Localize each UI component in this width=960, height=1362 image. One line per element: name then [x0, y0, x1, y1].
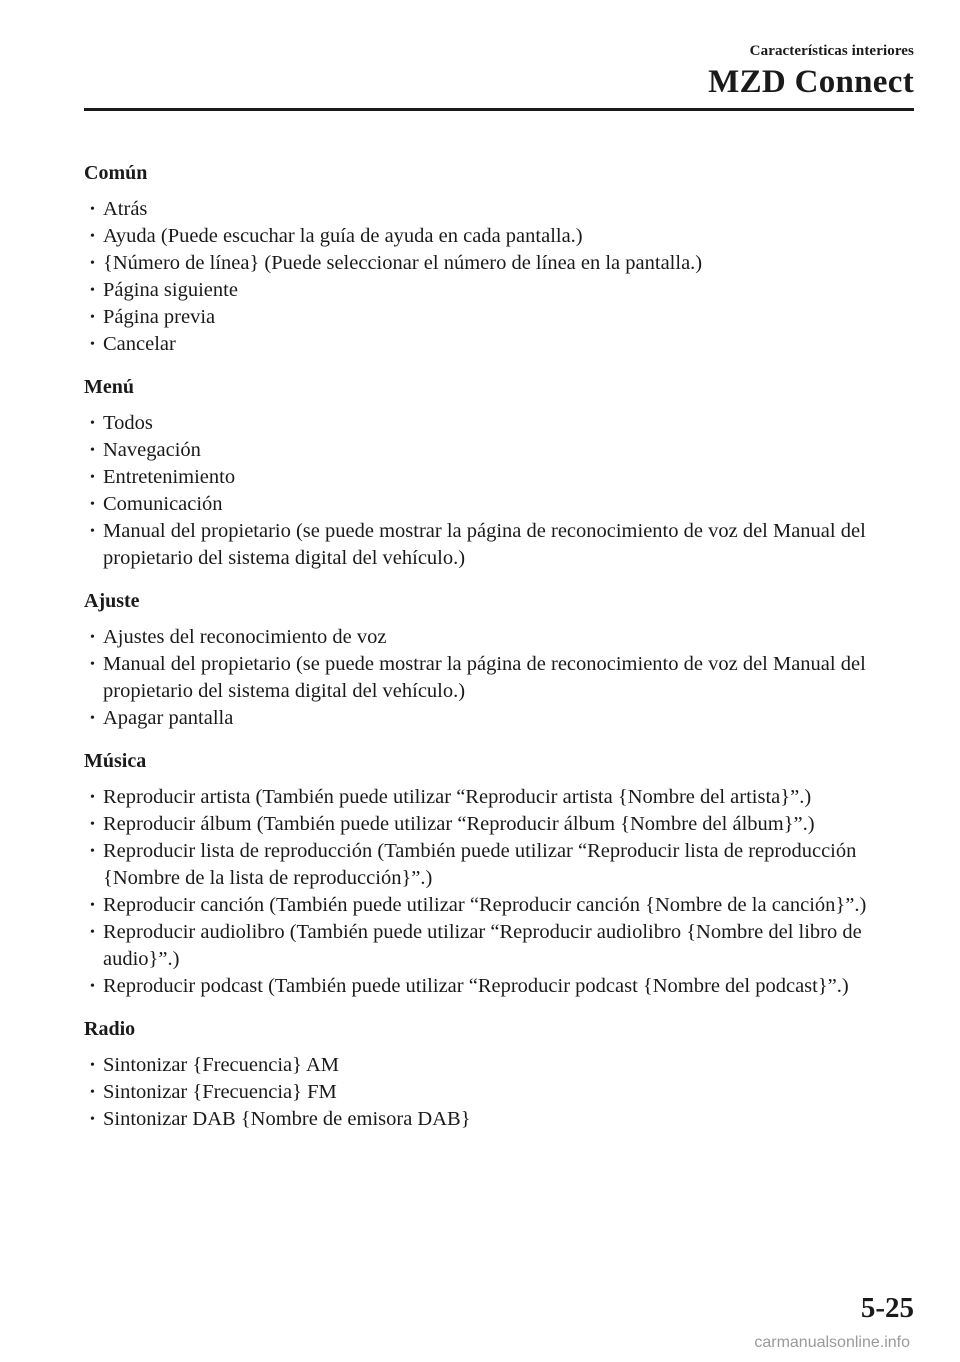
list-item — [90, 410, 914, 437]
list-item — [90, 331, 914, 358]
group-radio — [84, 1014, 914, 1133]
list-item-text: Comunicación — [103, 493, 223, 515]
list-item — [90, 973, 914, 1000]
list-item-text: Reproducir artista (También puede utilizar “Reproducir artista {Nombre del artista}”.) — [103, 786, 812, 808]
item-list — [84, 1052, 914, 1133]
list-item-text: Página siguiente — [103, 279, 238, 301]
group-comun — [84, 158, 914, 358]
list-item-text: Reproducir podcast (También puede utilizar “Reproducir podcast {Nombre del podcast}”.) — [103, 975, 849, 997]
group-heading: Menú — [84, 376, 134, 398]
list-item — [90, 705, 914, 732]
bullet-icon: • — [90, 283, 95, 298]
list-item — [90, 437, 914, 464]
chapter-title: MZD Connect — [708, 64, 914, 100]
group-heading: Música — [84, 750, 147, 772]
list-item-text: Reproducir lista de reproducción (También puede utilizar “Reproducir lista de reproducción {Nombre de la lista de reproducción}”.) — [103, 840, 857, 889]
bullet-icon: • — [90, 1112, 95, 1127]
list-item-text: Cancelar — [103, 333, 176, 355]
header-divider — [84, 108, 914, 111]
command-list — [84, 158, 914, 1133]
list-item — [90, 1052, 914, 1079]
list-item-text: Apagar pantalla — [103, 707, 234, 729]
list-item-text: Sintonizar DAB {Nombre de emisora DAB} — [103, 1108, 471, 1130]
list-item-text: Manual del propietario (se puede mostrar la página de reconocimiento de voz del Manual del propietario del sistema digital del vehículo.) — [103, 653, 866, 702]
bullet-icon: • — [90, 337, 95, 352]
list-item-text: Reproducir audiolibro (También puede utilizar “Reproducir audiolibro {Nombre del libro de audio}”.) — [103, 921, 862, 970]
list-item — [90, 784, 914, 811]
list-item — [90, 892, 914, 919]
list-item — [90, 651, 914, 705]
list-item-text: Entretenimiento — [103, 466, 236, 488]
bullet-icon: • — [90, 844, 95, 859]
page-header — [84, 40, 914, 102]
list-item — [90, 518, 914, 572]
list-item-text: Ajustes del reconocimiento de voz — [103, 626, 387, 648]
list-item — [90, 277, 914, 304]
bullet-icon: • — [90, 1058, 95, 1073]
bullet-icon: • — [90, 711, 95, 726]
list-item-text: {Número de línea} (Puede seleccionar el número de línea en la pantalla.) — [103, 252, 703, 274]
bullet-icon: • — [90, 416, 95, 431]
bullet-icon: • — [90, 470, 95, 485]
list-item — [90, 491, 914, 518]
bullet-icon: • — [90, 790, 95, 805]
bullet-icon: • — [90, 256, 95, 271]
group-musica — [84, 746, 914, 1000]
watermark: carmanualsonline.info — [754, 1334, 910, 1351]
page-number: 5-25 — [860, 1292, 914, 1324]
list-item-text: Navegación — [103, 439, 201, 461]
list-item — [90, 464, 914, 491]
bullet-icon: • — [90, 657, 95, 672]
list-item-text: Todos — [103, 412, 153, 434]
item-list — [84, 784, 914, 1000]
list-item — [90, 1106, 914, 1133]
list-item-text: Manual del propietario (se puede mostrar la página de reconocimiento de voz del Manual del propietario del sistema digital del vehículo.) — [103, 520, 866, 569]
list-item-text: Atrás — [103, 198, 148, 220]
group-heading: Común — [84, 162, 148, 184]
list-item-text: Ayuda (Puede escuchar la guía de ayuda en cada pantalla.) — [103, 225, 583, 247]
bullet-icon: • — [90, 898, 95, 913]
list-item — [90, 624, 914, 651]
bullet-icon: • — [90, 443, 95, 458]
group-heading: Ajuste — [84, 590, 140, 612]
item-list — [84, 196, 914, 358]
item-list — [84, 624, 914, 732]
list-item — [90, 304, 914, 331]
bullet-icon: • — [90, 925, 95, 940]
list-item — [90, 250, 914, 277]
bullet-icon: • — [90, 202, 95, 217]
group-ajuste — [84, 586, 914, 732]
bullet-icon: • — [90, 1085, 95, 1100]
list-item-text: Reproducir canción (También puede utilizar “Reproducir canción {Nombre de la canción}”.) — [103, 894, 867, 916]
bullet-icon: • — [90, 979, 95, 994]
list-item — [90, 811, 914, 838]
list-item-text: Sintonizar {Frecuencia} FM — [103, 1081, 337, 1103]
section-label: Características interiores — [749, 43, 914, 59]
list-item — [90, 223, 914, 250]
bullet-icon: • — [90, 630, 95, 645]
list-item-text: Reproducir álbum (También puede utilizar “Reproducir álbum {Nombre del álbum}”.) — [103, 813, 815, 835]
bullet-icon: • — [90, 817, 95, 832]
bullet-icon: • — [90, 524, 95, 539]
bullet-icon: • — [90, 497, 95, 512]
list-item — [90, 838, 914, 892]
item-list — [84, 410, 914, 572]
list-item — [90, 919, 914, 973]
list-item-text: Página previa — [103, 306, 216, 328]
bullet-icon: • — [90, 229, 95, 244]
bullet-icon: • — [90, 310, 95, 325]
list-item — [90, 1079, 914, 1106]
list-item — [90, 196, 914, 223]
list-item-text: Sintonizar {Frecuencia} AM — [103, 1054, 340, 1076]
group-heading: Radio — [84, 1018, 136, 1040]
group-menu — [84, 372, 914, 572]
